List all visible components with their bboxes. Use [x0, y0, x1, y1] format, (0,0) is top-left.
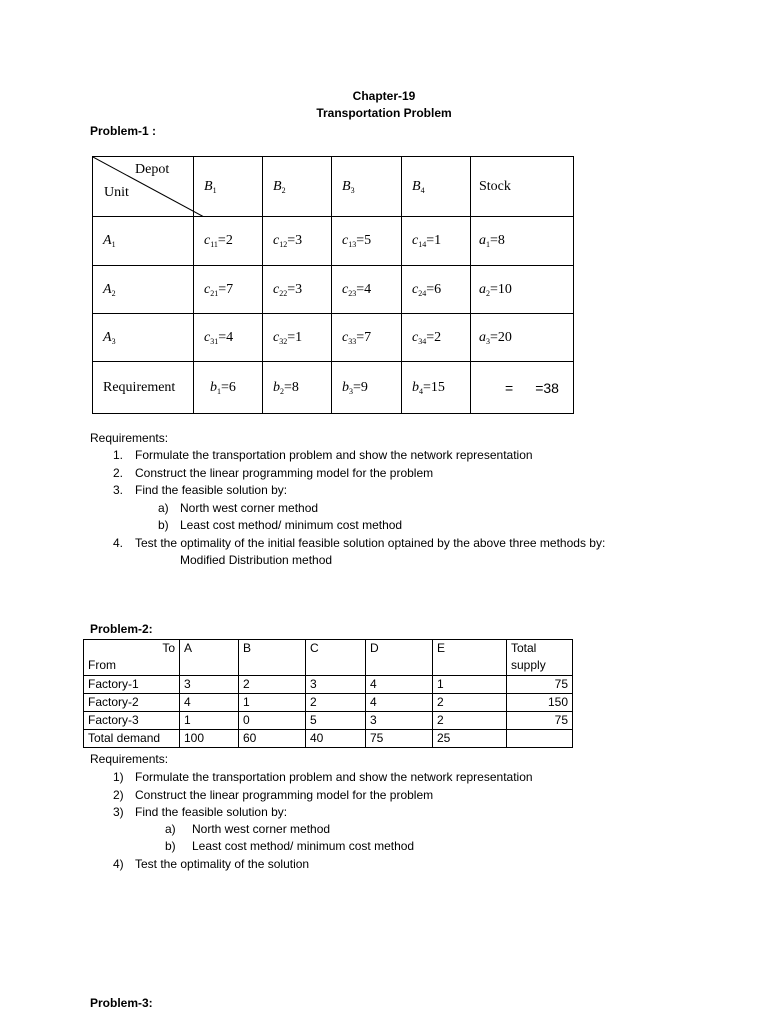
problem1-item: 2. Construct the linear programming model for the problem	[113, 466, 434, 480]
cost-cell: 2	[306, 694, 366, 712]
problem2-table	[83, 639, 573, 748]
problem1-heading: Problem-1 :	[90, 124, 157, 138]
demand-cell: 75	[366, 730, 433, 748]
chapter-subtitle: Transportation Problem	[316, 106, 452, 120]
cost-cell: 0	[239, 712, 306, 730]
supply-cell: 75	[507, 676, 573, 694]
problem1-subitem: a) North west corner method	[158, 501, 319, 515]
stock-cell: $a_2=10$	[471, 266, 574, 314]
cost-cell: $c_{11}=2$	[194, 217, 263, 266]
corner-unit-label: Unit	[104, 185, 129, 200]
cost-cell: 4	[180, 694, 239, 712]
total-cell: = =38	[471, 362, 574, 414]
problem1-subitem: b) Least cost method/ minimum cost method	[158, 518, 403, 532]
row-label: Factory-3	[84, 712, 180, 730]
demand-cell: 100	[180, 730, 239, 748]
col-header: A	[180, 640, 239, 676]
problem1-item: 4. Test the optimality of the initial feasible solution optained by the above three methods by:	[113, 536, 606, 550]
requirement-cell: $b_1=6$	[194, 362, 263, 414]
problem2-subitem: a) North west corner method	[165, 822, 331, 836]
problem1-requirements-title: Requirements:	[90, 431, 169, 445]
cost-cell: $c_{13}=5$	[332, 217, 402, 266]
cost-cell: 1	[180, 712, 239, 730]
cost-cell: $c_{14}=1$	[402, 217, 471, 266]
cost-cell: 4	[366, 676, 433, 694]
problem2-item: 4) Test the optimality of the solution	[113, 857, 310, 871]
supply-header: Total supply	[507, 640, 573, 676]
row-label: Factory-1	[84, 676, 180, 694]
problem2-item: 1) Formulate the transportation problem and show the network representation	[113, 770, 533, 784]
col-header: $B_2$	[263, 157, 332, 217]
col-header-stock: Stock	[471, 157, 574, 217]
cost-cell: $c_{21}=7$	[194, 266, 263, 314]
cost-cell: 2	[433, 712, 507, 730]
col-header: D	[366, 640, 433, 676]
supply-cell: 150	[507, 694, 573, 712]
col-header: $B_1$	[194, 157, 263, 217]
row-label: Factory-2	[84, 694, 180, 712]
problem1-cost-table	[92, 156, 574, 414]
row-label: $A_3$	[93, 314, 194, 362]
col-header: E	[433, 640, 507, 676]
cost-cell: 1	[433, 676, 507, 694]
cost-cell: $c_{24}=6$	[402, 266, 471, 314]
cost-cell: $c_{32}=1$	[263, 314, 332, 362]
cost-cell: 3	[366, 712, 433, 730]
cost-cell: $c_{22}=3$	[263, 266, 332, 314]
cost-cell: 1	[239, 694, 306, 712]
demand-cell: 60	[239, 730, 306, 748]
cost-cell: 5	[306, 712, 366, 730]
requirement-cell: $b_2=8$	[263, 362, 332, 414]
row-label: $A_2$	[93, 266, 194, 314]
col-header: $B_3$	[332, 157, 402, 217]
problem3-heading: Problem-3:	[90, 996, 153, 1010]
requirement-label: Requirement	[93, 362, 194, 414]
requirement-cell: $b_4=15$	[402, 362, 471, 414]
problem1-item: 3. Find the feasible solution by:	[113, 483, 288, 497]
cost-cell: $c_{34}=2$	[402, 314, 471, 362]
cost-cell: $c_{12}=3$	[263, 217, 332, 266]
stock-cell: $a_3=20$	[471, 314, 574, 362]
cost-cell: $c_{31}=4$	[194, 314, 263, 362]
demand-label: Total demand	[84, 730, 180, 748]
corner-depot-label: Depot	[135, 162, 170, 177]
problem2-item: 2) Construct the linear programming model for the problem	[113, 788, 434, 802]
cost-cell: 3	[180, 676, 239, 694]
problem1-method-line: Modified Distribution method	[180, 553, 333, 567]
to-label: To	[162, 641, 175, 655]
requirement-cell: $b_3=9$	[332, 362, 402, 414]
stock-cell: $a_1=8$	[471, 217, 574, 266]
cost-cell: $c_{33}=7$	[332, 314, 402, 362]
problem1-item: 1. Formulate the transportation problem and show the network representation	[113, 448, 533, 462]
empty-cell	[507, 730, 573, 748]
demand-cell: 25	[433, 730, 507, 748]
demand-cell: 40	[306, 730, 366, 748]
corner-cell	[93, 157, 194, 217]
col-header: $B_4$	[402, 157, 471, 217]
cost-cell: 4	[366, 694, 433, 712]
cost-cell: $c_{23}=4$	[332, 266, 402, 314]
to-from-cell	[84, 640, 180, 676]
cost-cell: 3	[306, 676, 366, 694]
col-header: B	[239, 640, 306, 676]
cost-cell: 2	[239, 676, 306, 694]
chapter-title: Chapter-19	[352, 89, 416, 103]
problem2-subitem: b) Least cost method/ minimum cost method	[165, 839, 415, 853]
cost-cell: 2	[433, 694, 507, 712]
row-label: $A_1$	[93, 217, 194, 266]
problem2-heading: Problem-2:	[90, 622, 153, 636]
problem2-item: 3) Find the feasible solution by:	[113, 805, 288, 819]
col-header: C	[306, 640, 366, 676]
problem2-requirements-title: Requirements:	[90, 752, 169, 766]
from-label: From	[88, 658, 116, 672]
supply-cell: 75	[507, 712, 573, 730]
